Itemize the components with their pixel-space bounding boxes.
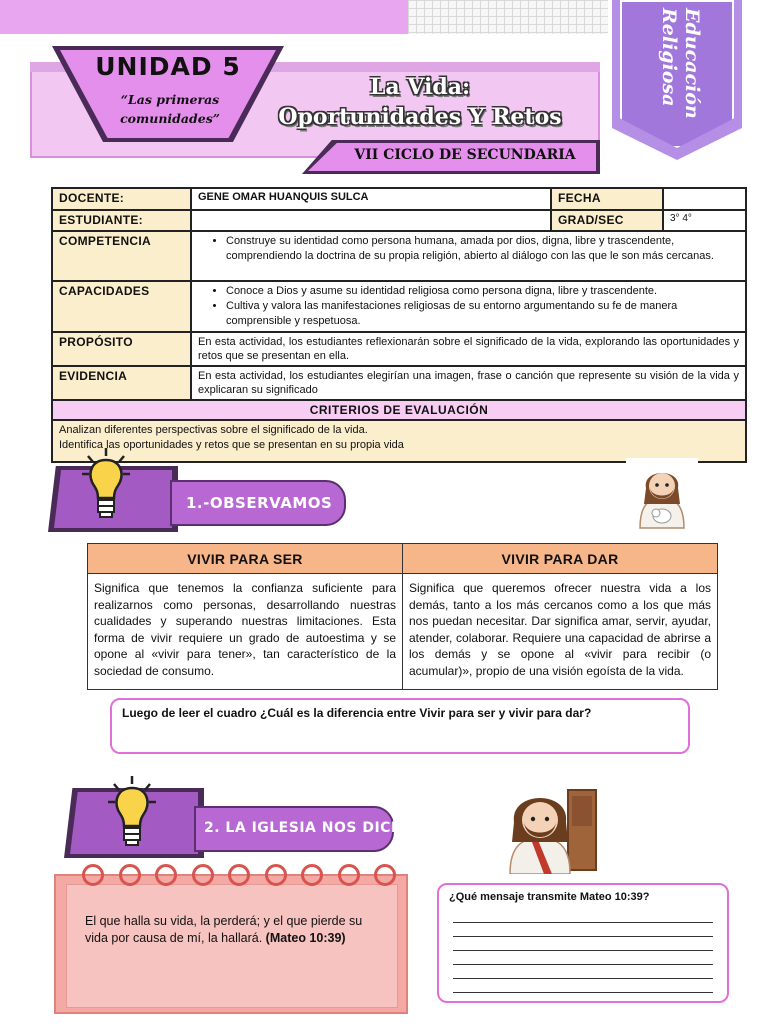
notebook-ring <box>192 864 214 886</box>
ribbon-line-1: Educación <box>681 8 703 119</box>
notebook-ring <box>82 864 104 886</box>
notebook-rings <box>82 864 402 892</box>
page-title-line-2: Oportunidades Y Retos <box>278 104 562 130</box>
notebook-ring <box>119 864 141 886</box>
answer-line[interactable] <box>453 923 713 937</box>
fecha-value[interactable] <box>663 188 746 210</box>
question-1-text: Luego de leer el cuadro ¿Cuál es la diferencia entre Vivir para ser y vivir para dar? <box>122 706 592 720</box>
competencia-label: COMPETENCIA <box>52 231 191 281</box>
unit-title: UNIDAD 5 <box>95 52 241 81</box>
proposito-value: En esta actividad, los estudiantes reflexionarán sobre el significado de la vida, explorando las oportunidades y retos que se presentan en ella. <box>191 332 746 366</box>
estudiante-label: ESTUDIANTE: <box>52 210 191 231</box>
docente-label: DOCENTE: <box>52 188 191 210</box>
notebook-ring <box>301 864 323 886</box>
criterios-body <box>52 420 746 462</box>
vivir-para-ser-text: Significa que tenemos la confianza suficiente para realizarnos como personas, desarrollando nuestras cualidades y superando nuestras limitaciones. Esta forma de vivir requiere un grado de autoestima y se opone al «vivir para tener», tan característico de la sociedad de consumo. <box>88 574 403 690</box>
competencia-value <box>191 231 746 281</box>
ribbon-line-2: Religiosa <box>658 8 680 107</box>
page-title <box>250 72 590 132</box>
vivir-para-dar-text: Significa que queremos ofrecer nuestra vida a los demás, tanto a los más cercanos como a los que más nos puedan necesitar. Dar significa amar, servir, ayudar, atender, colaborar. Requiere una capacidad de abrirse a los demás y se opone al «vivir para recibir (o acumular)», propio de una visión egoísta de la vida. <box>403 574 718 690</box>
lightbulb-icon <box>106 772 158 856</box>
jesus-door-illustration <box>500 782 602 874</box>
evidencia-label: EVIDENCIA <box>52 366 191 400</box>
session-info-table <box>51 187 747 463</box>
gradsec-label: GRAD/SEC <box>551 210 663 231</box>
verse-text: El que halla su vida, la perderá; y el que pierde su vida por causa de mí, la hallará. <box>85 914 363 945</box>
proposito-label: PROPÓSITO <box>52 332 191 366</box>
section2-title: 2. LA IGLESIA NOS DICE… <box>204 820 416 836</box>
header-grid-pattern <box>408 0 608 34</box>
verse-notebook <box>66 884 398 1008</box>
capacidades-label: CAPACIDADES <box>52 281 191 332</box>
section1-title: 1.-OBSERVAMOS <box>186 494 333 512</box>
cycle-label: VII CICLO DE SECUNDARIA <box>354 147 576 163</box>
subject-ribbon-text <box>640 8 720 118</box>
notebook-ring <box>374 864 396 886</box>
notebook-ring <box>155 864 177 886</box>
criterio-item: Identifica las oportunidades y retos que se presentan en su propia vida <box>59 439 404 451</box>
answer-line[interactable] <box>453 937 713 951</box>
notebook-ring <box>338 864 360 886</box>
verse-reference: (Mateo 10:39) <box>265 931 346 945</box>
page-title-line-1: La Vida: <box>369 74 471 100</box>
vivir-para-dar-header: VIVIR PARA DAR <box>403 544 718 574</box>
criterios-header: CRITERIOS DE EVALUACIÓN <box>52 400 746 420</box>
vivir-comparison-table <box>87 543 718 690</box>
docente-value: GENE OMAR HUANQUIS SULCA <box>191 188 551 210</box>
notebook-ring <box>228 864 250 886</box>
criterio-item: Analizan diferentes perspectivas sobre el significado de la vida. <box>59 424 368 436</box>
gradsec-value: 3° 4° <box>663 210 746 231</box>
capacidad-item: • Conoce a Dios y asume su identidad religiosa como persona digna, libre y trascendente. <box>226 284 739 299</box>
evidencia-value: En esta actividad, los estudiantes elegirían una imagen, frase o canción que represente su visión de la vida y explicaran su significado <box>191 366 746 400</box>
question-answer-box-1[interactable] <box>110 698 690 754</box>
estudiante-value[interactable] <box>191 210 551 231</box>
jesus-illustration <box>626 458 698 530</box>
vivir-para-ser-header: VIVIR PARA SER <box>88 544 403 574</box>
unit-subtitle: “Las primeras comunidades” <box>120 92 220 127</box>
lightbulb-icon <box>80 446 132 526</box>
capacidad-item: • Cultiva y valora las manifestaciones religiosas de su entorno argumentando su fe de manera comprensible y respetuosa. <box>226 299 739 329</box>
answer-line[interactable] <box>453 951 713 965</box>
question-answer-box-2[interactable] <box>437 883 729 1003</box>
question-2-text: ¿Qué mensaje transmite Mateo 10:39? <box>449 891 650 903</box>
competencia-item: • Construye su identidad como persona humana, amada por dios, digna, libre y trascendente, comprendiendo la doctrina de su propia religión, abierto al diálogo con las que le son más cercanas. <box>226 234 739 264</box>
notebook-ring <box>265 864 287 886</box>
answer-line[interactable] <box>453 909 713 923</box>
capacidades-value <box>191 281 746 332</box>
answer-line[interactable] <box>453 965 713 979</box>
fecha-label: FECHA <box>551 188 663 210</box>
header-top-bar <box>0 0 408 34</box>
answer-line[interactable] <box>453 979 713 993</box>
